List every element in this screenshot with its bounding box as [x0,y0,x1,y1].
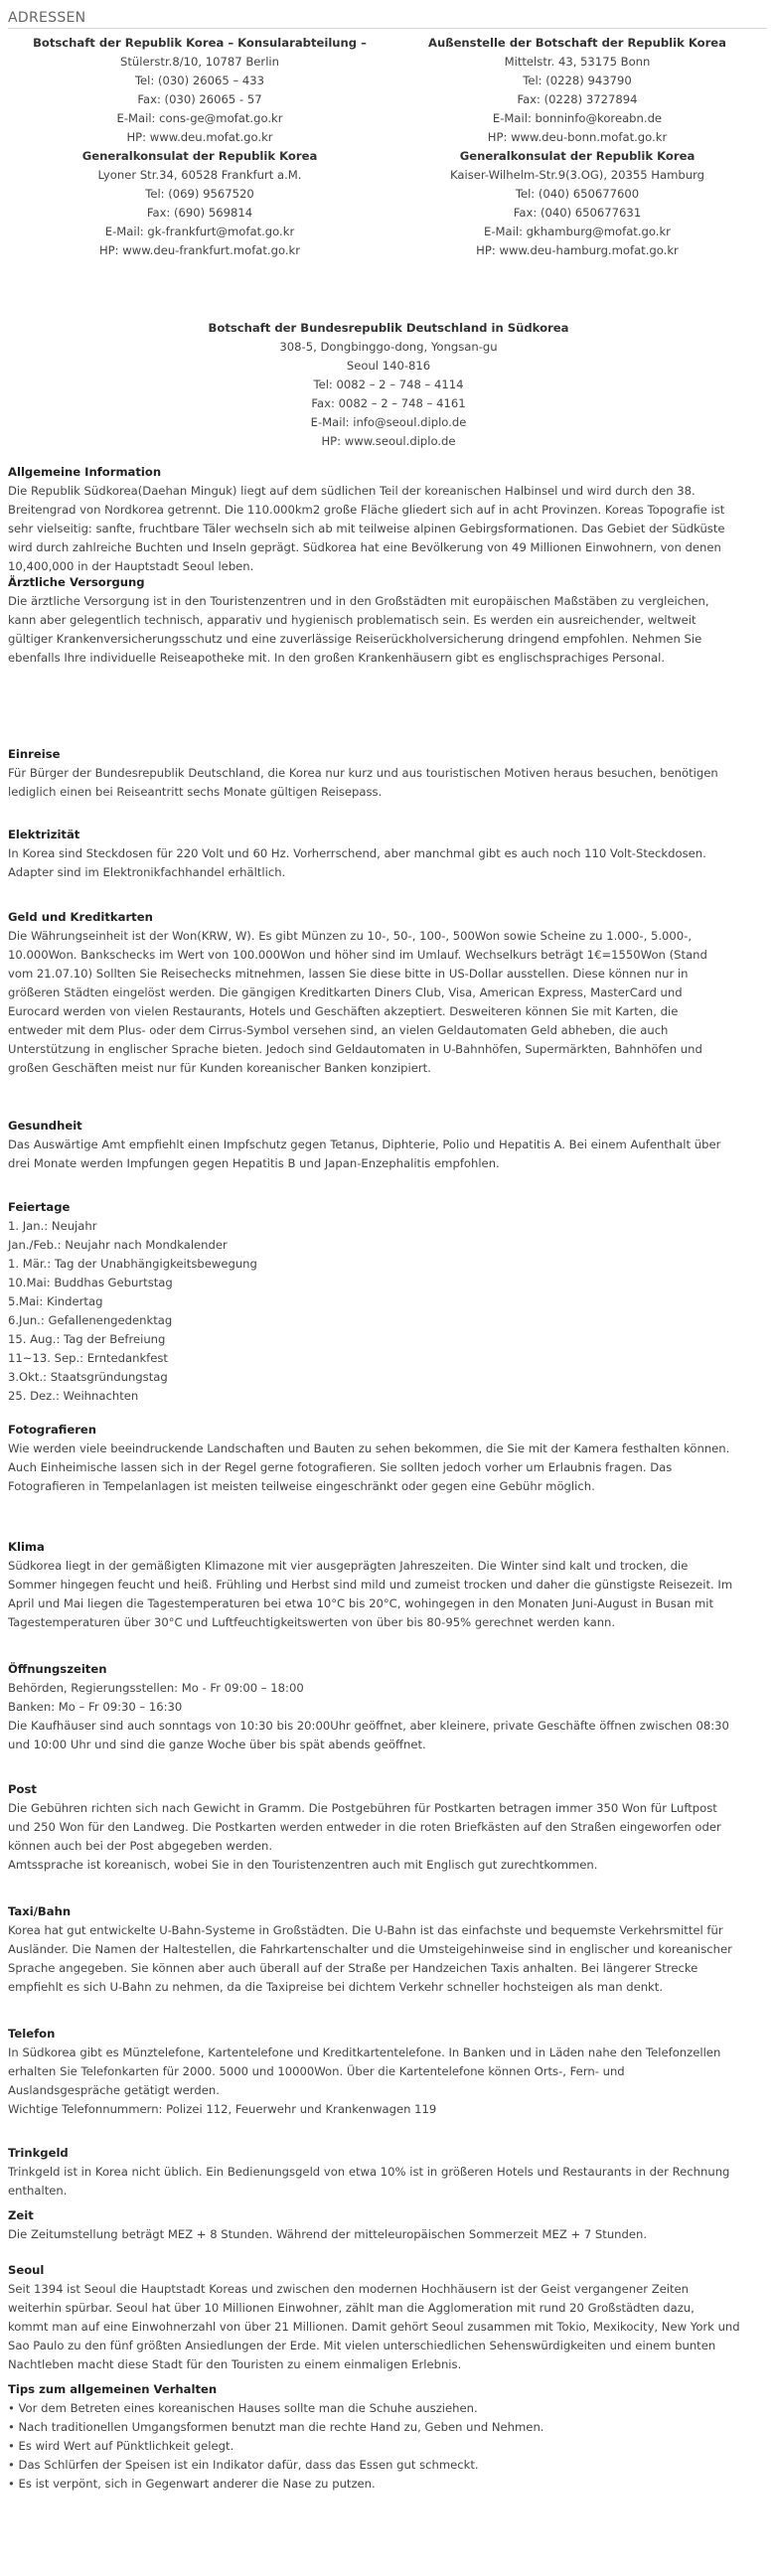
section-line: Die Zeitumstellung beträgt MEZ + 8 Stunden. Während der mitteleuropäischen Sommerzeit MEZ + 7 Stunden. [8,2227,648,2241]
section-line: Sommer hingegen feucht und heiß. Frühling und Herbst sind mild und zumeist trocken und daher die günstigste Reisezeit. Im [8,1578,733,1591]
address-line: Kaiser-Wilhelm-Str.9(3.OG), 20355 Hamburg [449,168,705,182]
section-line: Nachtleben macht diese Stadt für den Touristen zu einem einmaligen Erlebnis. [8,2357,462,2371]
section-line: Die Währungseinheit ist der Won(KRW, W). Es gibt Münzen zu 10-, 50-, 100-, 500Won sowie Scheine zu 1.000-, 5.000-, [8,929,693,943]
address-line: Tel: (040) 650677600 [515,187,640,201]
section [8,1198,767,1406]
address-line: Mittelstr. 43, 53175 Bonn [504,55,651,69]
section-line: enthalten. [8,2184,68,2197]
section-line: entweder mit dem Plus- oder dem Cirrus-Symbol versehen sind, an vielen Geldautomaten Geld abheben, die auch [8,1023,669,1037]
section-line: Trinkgeld ist in Korea nicht üblich. Ein Bedienungsgeld von etwa 10% ist in größeren Hotels und Restaurants in der Rechnung [8,2165,730,2179]
section-line: erhalten Sie Telefonkarten für 2000. 5000 und 10000Won. Über die Kartentelefone können Orts-, Fern- und [8,2064,625,2078]
section [8,1902,767,1997]
section-line: Ausländer. Die Namen der Haltestellen, die Fahrkartenschalter und die Umsteigehinweise sind in englischer und koreanischer [8,1942,732,1956]
section [8,908,767,1078]
section-line: • Es wird Wert auf Pünktlichkeit gelegt. [8,2439,234,2453]
section-heading: Fotografieren [8,1423,97,1437]
email-line[interactable]: E-Mail: bonninfo@koreabn.de [492,111,663,125]
section [8,573,767,668]
section-line: drei Monate werden Impfungen gegen Hepatitis B und Japan-Enzephalitis empfohlen. [8,1156,500,1170]
section-line: Für Bürger der Bundesrepublik Deutschland, die Korea nur kurz und aus touristischen Motiven heraus besuchen, benötigen [8,766,718,780]
page-title: ADRESSEN [8,8,767,29]
section-heading: Elektrizität [8,828,80,841]
section-line: 10.Mai: Buddhas Geburtstag [8,1276,173,1289]
section-line: 11~13. Sep.: Erntedankfest [8,1351,168,1365]
homepage-line[interactable]: HP: www.deu.mofat.go.kr [126,130,273,144]
address-line: Tel: (030) 26065 – 433 [134,74,265,87]
email-line[interactable]: E-Mail: gk-frankfurt@mofat.go.kr [104,225,295,238]
section [8,1660,767,1754]
address-block [12,147,388,260]
section-heading: Tips zum allgemeinen Verhalten [8,2382,218,2396]
section-heading: Taxi/Bahn [8,1904,72,1918]
section-line: Südkorea liegt in der gemäßigten Klimazone mit vier ausgeprägten Jahreszeiten. Die Winter sind kalt und trocken, die [8,1559,689,1573]
address-line: Tel: 0082 – 2 – 748 – 4114 [313,378,464,391]
section [8,1780,767,1875]
section-line: 10.000Won. Bankschecks im Wert von 100.000Won und höher sind im Umlauf. Wechselkurs beträgt 1€=1550Won (Stand [8,948,707,962]
address-line: Fax: (690) 569814 [146,206,253,220]
section-line: kommt man auf eine Einwohnerzahl von über 21 Millionen. Damit gehört Seoul zusammen mit Tokio, Mexikocity, New York und [8,2320,740,2334]
section-line: Die Kaufhäuser sind auch sonntags von 10:30 bis 20:00Uhr geöffnet, aber kleinere, private Geschäfte öffnen zwischen 08:30 [8,1719,729,1733]
address-block [389,34,765,147]
section [8,463,767,576]
email-line[interactable]: E-Mail: info@seoul.diplo.de [310,415,467,429]
email-line[interactable]: E-Mail: gkhamburg@mofat.go.kr [484,225,671,238]
section-line: 5.Mai: Kindertag [8,1294,103,1308]
section-line: Fotografieren in Tempelanlagen ist meisten teilweise eingeschränkt oder gegen eine Gebühr möglich. [8,1479,595,1493]
section-line: In Korea sind Steckdosen für 220 Volt und 60 Hz. Vorherrschend, aber manchmal gibt es auch noch 110 Volt-Steckdosen. [8,846,706,860]
section-heading: Seoul [8,2263,45,2277]
section-line: • Nach traditionellen Umgangsformen benutzt man die rechte Hand zu, Geben und Nehmen. [8,2420,544,2434]
section-line: Amtssprache ist koreanisch, wobei Sie in den Touristenzentren auch mit Englisch gut zurechtkommen. [8,1858,598,1872]
section-line: wird durch zahlreiche Buchten und Inseln geprägt. Südkorea hat eine Bevölkerung von 49 Millionen Einwohnern, von denen [8,540,721,554]
address-block [12,34,388,147]
section-line: gültiger Krankenversicherungsschutz und eine zuverlässige Reiserückholversicherung dringend empfohlen. Nehmen Sie [8,632,702,646]
address-name: Botschaft der Republik Korea – Konsularabteilung – [33,36,367,50]
section-heading: Geld und Kreditkarten [8,910,153,924]
section-line: 3.Okt.: Staatsgründungstag [8,1370,168,1384]
section [8,2144,767,2200]
section-line: Das Auswärtige Amt empfiehlt einen Impfschutz gegen Tetanus, Diphterie, Polio und Hepatitis A. Bei einem Aufenthalt über [8,1137,721,1151]
section-line: können auch bei der Post abgegeben werden. [8,1839,273,1853]
email-line[interactable]: E-Mail: cons-ge@mofat.go.kr [116,111,283,125]
section-line: Jan./Feb.: Neujahr nach Mondkalender [8,1238,228,1252]
section-line: 15. Aug.: Tag der Befreiung [8,1332,166,1346]
address-line: Lyoner Str.34, 60528 Frankfurt a.M. [97,168,302,182]
address-line: Tel: (069) 9567520 [145,187,254,201]
section-line: sehr vielseitig: sanfte, fruchtbare Täler wechseln sich ab mit teilweise alpinen Gebirgsformationen. Das Gebiet der Südküste [8,522,725,535]
address-block [389,147,765,260]
section [8,2380,767,2494]
section-line: Die Gebühren richten sich nach Gewicht in Gramm. Die Postgebühren für Postkarten betragen immer 350 Won für Luftpost [8,1801,717,1815]
section-heading: Post [8,1782,37,1796]
section [8,2206,767,2244]
section-line: Wie werden viele beeindruckende Landschaften und Bauten zu sehen bekommen, die Sie mit der Kamera festhalten können. [8,1441,730,1455]
section-line: Sao Paulo zu den fünf größten Ansiedlungen der Erde. Mit vielen unterschiedlichen Sehenswürdigkeiten und einem bunten [8,2339,716,2352]
section-heading: Einreise [8,747,61,761]
address-column-left [12,34,388,260]
section-line: ebenfalls Ihre individuelle Reiseapotheke mit. In den großen Krankenhäusern gibt es englischsprachiges Personal. [8,651,666,665]
homepage-line[interactable]: HP: www.seoul.diplo.de [321,434,456,448]
address-column-right [389,34,765,260]
section-line: Eurocard werden von vielen Restaurants, Hotels und Geschäften akzeptiert. Desweiteren können Sie mit Karten, die [8,1004,679,1018]
section-line: Behörden, Regierungsstellen: Mo - Fr 09:00 – 18:00 [8,1681,304,1695]
section-line: Breitengrad von Nordkorea getrennt. Die 110.000km2 große Fläche gliedert sich auf in acht Provinzen. Koreas Topografie ist [8,503,725,517]
section-line: Auch Einheimische lassen sich in der Regel gerne fotografieren. Sie sollten jedoch vorher um Erlaubnis fragen. Das [8,1460,673,1474]
section-line: April und Mai liegen die Tagestemperaturen bei etwa 10°C bis 20°C, wohingegen in den Monaten Juni-August in Busan mit [8,1596,714,1610]
section-line: lediglich einen bei Reiseantritt sechs Monate gültigen Reisepass. [8,785,383,799]
section-heading: Zeit [8,2208,34,2222]
section-heading: Telefon [8,2027,56,2041]
section-line: vom 21.07.10) Sollten Sie Reisechecks mitnehmen, lassen Sie diese bitte in US-Dollar ausstellen. Diese können nur in [8,967,689,981]
section-line: Auslandsgespräche getätigt werden. [8,2083,220,2097]
section-line: 1. Mär.: Tag der Unabhängigkeitsbewegung [8,1257,257,1271]
section-line: • Es ist verpönt, sich in Gegenwart anderer die Nase zu putzen. [8,2477,376,2491]
address-line: Fax: (040) 650677631 [513,206,642,220]
section-line: In Südkorea gibt es Münztelefone, Kartentelefone und Kreditkartentelefone. In Banken und in Läden nahe den Telefonzellen [8,2046,721,2059]
section-line: weiterhin spürbar. Seoul hat über 10 Millionen Einwohner, zählt man die Agglomeration mit rund 20 Großstädten dazu, [8,2301,695,2315]
address-line: Fax: (0228) 3727894 [517,92,638,106]
address-name: Botschaft der Bundesrepublik Deutschland in Südkorea [208,321,569,335]
section [8,1117,767,1173]
homepage-line[interactable]: HP: www.deu-hamburg.mofat.go.kr [476,243,679,257]
section [8,2025,767,2119]
address-name: Generalkonsulat der Republik Korea [459,149,696,163]
section-line: • Das Schlürfen der Speisen ist ein Indikator dafür, dass das Essen gut schmeckt. [8,2458,479,2472]
address-name: Außenstelle der Botschaft der Republik Korea [428,36,726,50]
section-line: großen Geschäften meist nur für Kunden koreanischer Banken konzipiert. [8,1061,431,1075]
section-line: kann aber gelegentlich technisch, apparativ und hygienisch problematisch sein. Es werden ein ausreichender, weltweit [8,613,697,627]
section-line: 6.Jun.: Gefallenengedenktag [8,1313,173,1327]
section-line: Wichtige Telefonnummern: Polizei 112, Feuerwehr und Krankenwagen 119 [8,2102,437,2116]
section-heading: Allgemeine Information [8,465,162,479]
section-line: Seit 1394 ist Seoul die Hauptstadt Koreas und zwischen den modernen Hochhäusern ist der Geist vergangener Zeiten [8,2282,690,2296]
section-line: Sprache angegeben. Sie können aber auch überall auf der Straße per Handzeichen Taxis anhalten. Bei längerer Strecke [8,1961,698,1975]
section-line: Die Republik Südkorea(Daehan Minguk) liegt auf dem südlichen Teil der koreanischen Halbinsel und wird durch den 38. [8,484,696,498]
section-heading: Ärztliche Versorgung [8,575,145,589]
section-line: und 250 Won für den Landweg. Die Postkarten werden entweder in die roten Briefkästen auf den Straßen eingeworfen oder [8,1820,721,1834]
section-heading: Trinkgeld [8,2146,69,2160]
section-line: Die ärztliche Versorgung ist in den Touristenzentren und in den Großstädten mit europäischen Maßstäben zu vergleichen, [8,594,709,608]
address-line: Stülerstr.8/10, 10787 Berlin [120,55,279,69]
section-line: 25. Dez.: Weihnachten [8,1389,139,1403]
address-name: Generalkonsulat der Republik Korea [81,149,318,163]
section-line: Tagestemperaturen über 30°C und Luftfeuchtigkeitswerten von über bis 80-95% gerechnet werden kann. [8,1615,616,1629]
address-block-germany [12,319,765,451]
address-line: Seoul 140-816 [346,359,431,373]
section-heading: Klima [8,1540,45,1554]
section [8,745,767,802]
section-heading: Gesundheit [8,1119,82,1133]
section-line: 10,400,000 in der Hauptstadt Seoul leben. [8,559,254,573]
section-heading: Feiertage [8,1200,71,1214]
section [8,1421,767,1496]
address-line: Fax: 0082 – 2 – 748 – 4161 [311,396,466,410]
address-line: Tel: (0228) 943790 [523,74,632,87]
section-line: größeren Städten eingelöst werden. Die gängigen Kreditkarten Diners Club, Visa, American Express, MasterCard und [8,985,683,999]
section [8,2261,767,2374]
section [8,826,767,882]
section-line: und 10:00 Uhr und sind die ganze Woche über bis spät abends geöffnet. [8,1738,426,1751]
section-line: • Vor dem Betreten eines koreanischen Hauses sollte man die Schuhe ausziehen. [8,2401,478,2415]
address-line: Fax: (030) 26065 - 57 [137,92,262,106]
section-line: Banken: Mo – Fr 09:30 – 16:30 [8,1700,183,1714]
section-heading: Öffnungszeiten [8,1662,107,1676]
section-line: Unterstützung in englischer Sprache bieten. Jedoch sind Geldautomaten in U-Bahnhöfen, Supermärkten, Bahnhöfen und [8,1042,702,1056]
homepage-line[interactable]: HP: www.deu-bonn.mofat.go.kr [487,130,668,144]
homepage-line[interactable]: HP: www.deu-frankfurt.mofat.go.kr [98,243,301,257]
section-line: 1. Jan.: Neujahr [8,1219,97,1233]
section-line: Korea hat gut entwickelte U-Bahn-Systeme in Großstädten. Die U-Bahn ist das einfachste und bequemste Verkehrsmittel für [8,1923,723,1937]
section-line: Adapter sind im Elektronikfachhandel erhältlich. [8,865,286,879]
section [8,1538,767,1632]
address-line: 308-5, Dongbinggo-dong, Yongsan-gu [279,340,498,354]
section-line: empfiehlt es sich U-Bahn zu nehmen, da die Taxipreise bei dichtem Verkehr schneller hochsteigen als man denkt. [8,1980,664,1994]
